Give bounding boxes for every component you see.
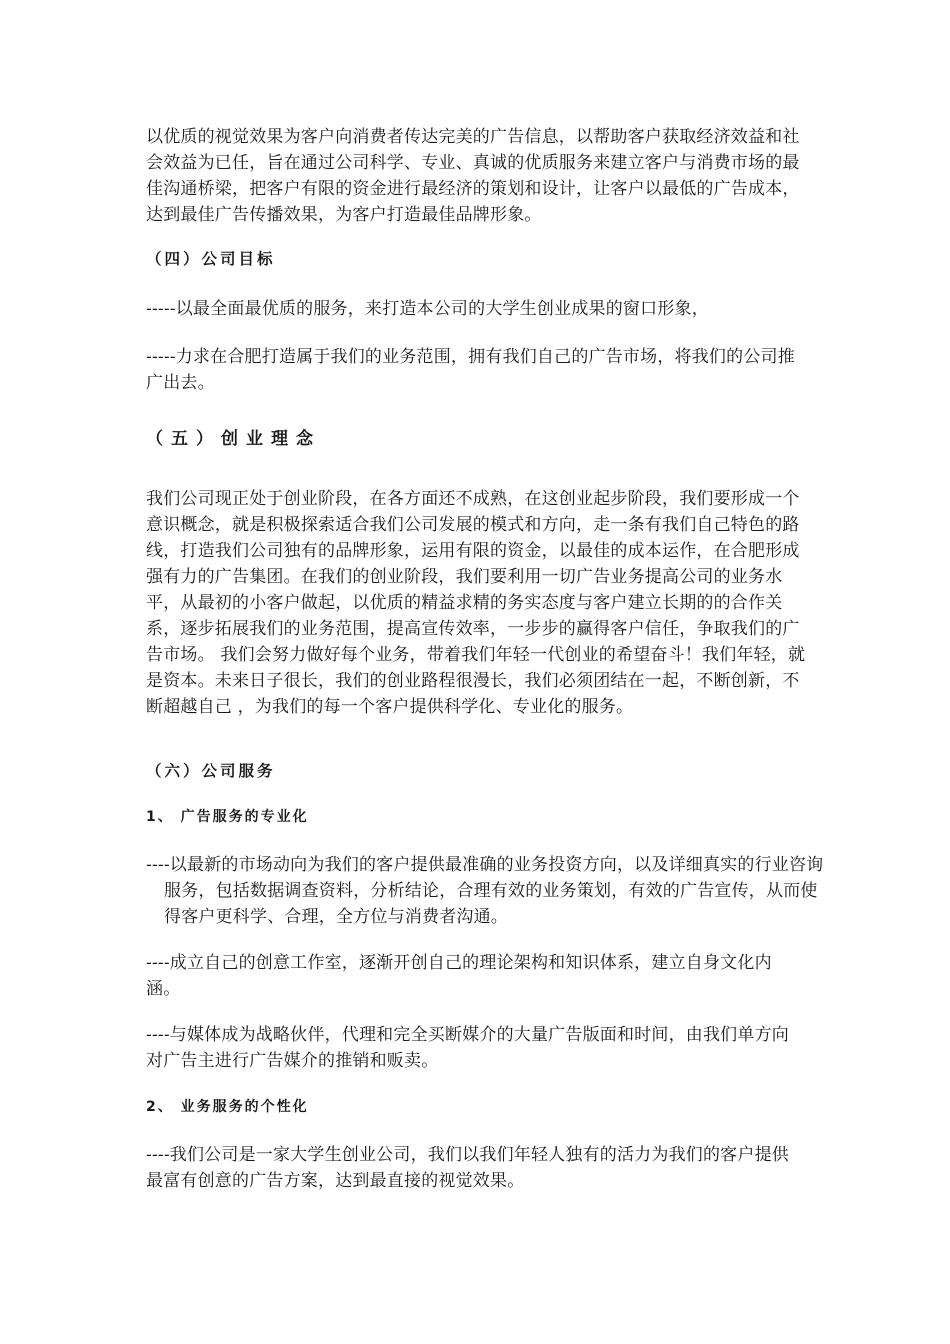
goal-item: -----以最全面最优质的服务，来打造本公司的大学生创业成果的窗口形象， [146,299,709,319]
subsection-heading-business: 2、 业务服务的个性化 [146,1099,309,1115]
section-heading-philosophy: （五）创业理念 [146,429,321,449]
intro-paragraph: 以优质的视觉效果为客户向消费者传达完美的广告信息，以帮助客户获取经济效益和社会效益为已任，旨在通过公司科学、专业、真诚的优质服务来建立客户与消费市场的最佳沟通桥梁，把客户有限的资金进行最经济的策划和设计，让客户以最低的广告成本，达到最佳广告传播效果，为客户打造最佳品牌形象。 [146,127,800,225]
service-item: ----成立自己的创意工作室，逐渐开创自己的理论架构和知识体系，建立自身文化内涵。 [146,953,772,999]
section-heading-services: （六）公司服务 [146,762,276,780]
service-item: ----与媒体成为战略伙伴，代理和完全买断媒介的大量广告版面和时间，由我们单方向对广告主进行广告媒介的推销和贩卖。 [146,1025,789,1071]
subsection-heading-advertising: 1、 广告服务的专业化 [146,809,309,825]
service-item: ----以最新的市场动向为我们的客户提供最准确的业务投资方向，以及详细真实的行业咨询服务，包括数据调查资料，分析结论，合理有效的业务策划，有效的广告宣传，从而使得客户更科学、合理，全方位与消费者沟通。 [146,855,824,927]
service-item: ----我们公司是一家大学生创业公司，我们以我们年轻人独有的活力为我们的客户提供最富有创意的广告方案，达到最直接的视觉效果。 [146,1145,789,1191]
philosophy-paragraph: 我们公司现正处于创业阶段，在各方面还不成熟，在这创业起步阶段，我们要形成一个意识概念，就是积极探索适合我们公司发展的模式和方向，走一条有我们自己特色的路线，打造我们公司独有的品牌形象，运用有限的资金，以最佳的成本运作，在合肥形成强有力的广告集团。在我们的创业阶段，我们要利用一切广告业务提高公司的业务水平，从最初的小客户做起，以优质的精益求精的务实态度与客户建立长期的的合作关系，逐步拓展我们的业务范围，提高宣传效率，一步步的赢得客户信任，争取我们的广告市场。 我们会努力做好每个业务，带着我们年轻一代创业的希望奋斗！我们年轻，就是资本。未来日子很长，我们的创业路程很漫长，我们必须团结在一起，不断创新，不断超越自己 ，为我们的每一个客户提供科学化、专业化的服务。 [146,489,806,717]
goal-item: -----力求在合肥打造属于我们的业务范围，拥有我们自己的广告市场，将我们的公司推广出去。 [146,347,795,393]
section-heading-goals: （四）公司目标 [146,250,276,268]
